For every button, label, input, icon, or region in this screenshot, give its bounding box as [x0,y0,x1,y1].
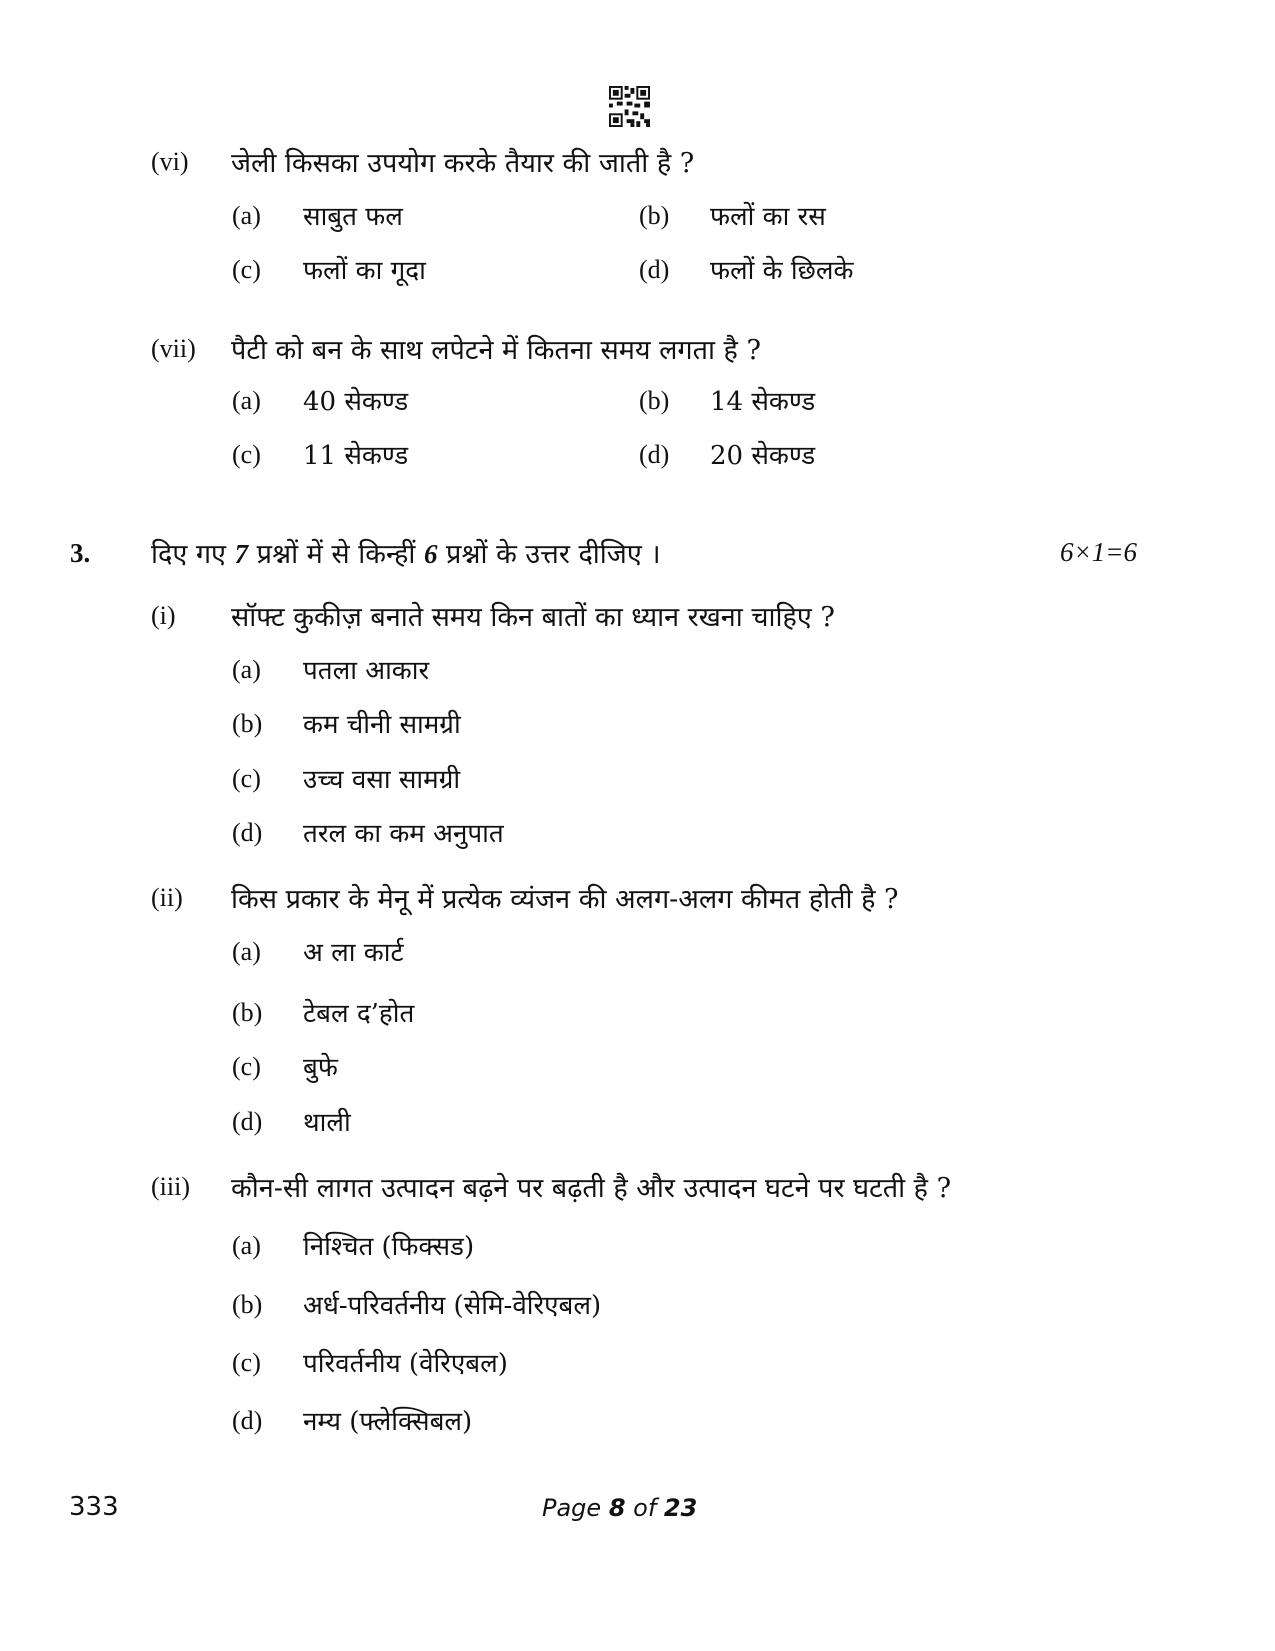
option-text: पतला आकार [303,656,430,686]
option-text: फलों के छिलके [710,256,854,286]
option-label: (d) [639,440,670,469]
instruction-count-total: 7 [234,539,249,569]
instruction-count-required: 6 [423,539,438,569]
option-text: थाली [303,1108,351,1138]
question-3-instruction [151,534,661,571]
question-number: (vii) [151,334,196,363]
option-text: नम्य (फ्लेक्सिबल) [303,1407,473,1437]
question-paper-code: 333 [69,1492,119,1522]
option-label: (b) [232,1290,263,1319]
page-number [542,1494,697,1522]
option-text: बुफे [303,1053,338,1083]
option-label: (c) [232,255,261,284]
option-text: निश्चित (फिक्सड) [303,1232,475,1262]
option-text: कम चीनी सामग्री [303,710,461,740]
of-word: of [625,1494,664,1522]
option-label: (c) [232,1052,261,1081]
question-number: (i) [151,601,176,630]
option-label: (b) [232,709,263,738]
question-number: (vi) [151,147,189,176]
page-total: 23 [663,1494,698,1522]
option-label: (c) [232,1348,261,1377]
option-label: (b) [639,386,670,415]
instruction-part: प्रश्नों में से किन्हीं [248,539,424,570]
question-text: किस प्रकार के मेनू में प्रत्येक व्यंजन की अलग-अलग कीमत होती है ? [231,884,899,915]
page-word: Page [542,1494,609,1522]
instruction-part: दिए गए [151,539,235,570]
question-text: सॉफ्ट कुकीज़ बनाते समय किन बातों का ध्यान रखना चाहिए ? [231,602,835,633]
option-text: परिवर्तनीय (वेरिएबल) [303,1349,508,1379]
question-number: (ii) [151,883,183,912]
question-3-number: 3. [70,538,91,568]
question-text: जेली किसका उपयोग करके तैयार की जाती है ? [231,148,695,179]
option-text: 40 सेकण्ड [303,387,409,417]
option-label: (a) [232,201,261,230]
instruction-part: प्रश्नों के उत्तर दीजिए । [437,539,661,570]
option-label: (d) [232,1107,263,1136]
question-text: पैटी को बन के साथ लपेटने में कितना समय लगता है ? [231,335,761,366]
option-label: (d) [232,1406,263,1435]
qr-code-icon [609,86,650,127]
question-text: कौन-सी लागत उत्पादन बढ़ने पर बढ़ती है और उत्पादन घटने पर घटती है ? [231,1173,952,1204]
option-label: (a) [232,386,261,415]
option-text: 14 सेकण्ड [710,387,816,417]
option-label: (d) [232,818,263,847]
option-text: साबुत फल [303,202,403,232]
option-text: फलों का गूदा [303,256,426,286]
option-text: अर्ध-परिवर्तनीय (सेमि-वेरिएबल) [303,1291,602,1321]
option-text: उच्च वसा सामग्री [303,765,461,795]
page-current: 8 [608,1494,626,1522]
option-label: (a) [232,937,261,966]
option-label: (c) [232,764,261,793]
option-label: (a) [232,655,261,684]
option-text: तरल का कम अनुपात [303,819,504,849]
option-label: (a) [232,1231,261,1260]
option-label: (d) [639,255,670,284]
option-text: अ ला कार्ट [303,938,404,968]
option-text: फलों का रस [710,202,826,232]
option-label: (b) [639,201,670,230]
option-text: टेबल द’होत [303,999,415,1029]
option-label: (b) [232,998,263,1027]
option-text: 20 सेकण्ड [710,441,816,471]
question-3-marks: 6×1=6 [1060,537,1137,567]
option-text: 11 सेकण्ड [303,441,409,471]
option-label: (c) [232,440,261,469]
question-number: (iii) [151,1172,190,1201]
